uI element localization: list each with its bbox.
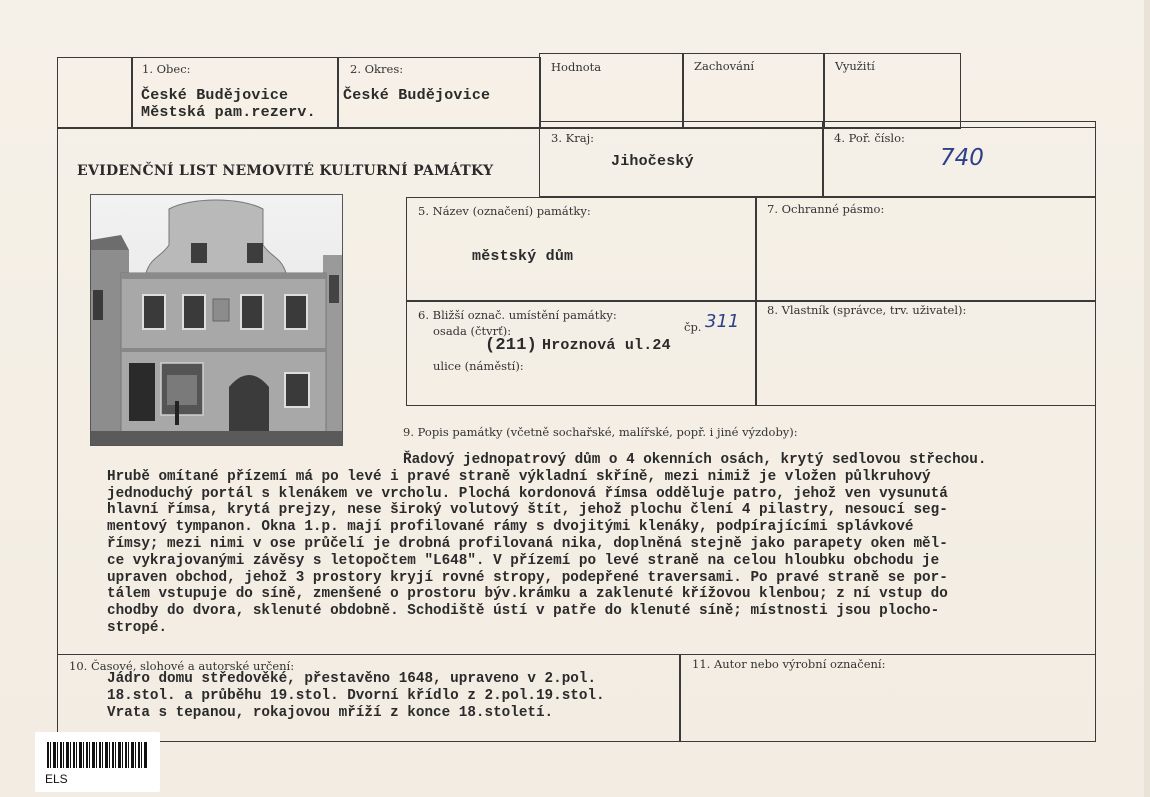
cp-value: 311 — [705, 311, 740, 332]
description-line: římsy; mezi nimi v ose průčelí je drobná profilovaná nika, doplněná stejně jako parapety oken měl- — [107, 535, 948, 552]
osada-value: (211) — [485, 336, 538, 355]
description-line: Hrubě omítané přízemí má po levé i pravé straně výkladní skříně, mezi nimiž je vložen půlkruhový — [107, 468, 931, 485]
description-line: jednoduchý portál s klenákem ve vrcholu. Plochá kordonová římsa odděluje patro, jehož ven vysunutá — [107, 485, 948, 502]
cp-label: čp. — [684, 320, 702, 334]
description-line: mentový tympanon. Okna 1.p. mají profilované rámy s dvojitými klenáky, podpírajícími splávkové — [107, 519, 914, 536]
osada-label: osada (čtvrť): — [433, 324, 512, 338]
blizsi-label: 6. Bližší označ. umístění památky: — [418, 308, 617, 322]
autor-label: 11. Autor nebo výrobní označení: — [692, 657, 886, 671]
zachovani-label: Zachování — [694, 59, 755, 73]
description-line: hlavní římsa, krytá prejzy, nese široký volutový štít, jehož plochu člení 4 pilastry, nesoucí seg- — [107, 502, 948, 519]
description-text — [107, 452, 1092, 637]
facade-illustration — [91, 195, 343, 446]
chronology-line: Vrata s tepanou, rokajovou mříží z konce 18.století. — [107, 704, 554, 721]
chronology-line: 18.stol. a průběhu 19.stol. Dvorní křídlo z 2.pol.19.stol. — [107, 687, 605, 704]
ulice-value: Hroznová ul.24 — [542, 337, 671, 354]
description-line: upraven obchod, jehož 3 prostory kryjí rovné stropy, podepřené traversami. Po pravé straně se por- — [107, 569, 948, 586]
description-line: ce vykrajovanými závěsy s letopočtem "L648". V přízemí po levé straně na celou hloubku obchodu je — [107, 552, 940, 569]
description-line: tálem vstupuje do síně, zmenšené o prostoru býv.krámku a zaklenuté křížovou klenbou; z ní vstup do — [107, 586, 948, 603]
kraj-value: Jihočeský — [611, 153, 694, 170]
ochranne-label: 7. Ochranné pásmo: — [767, 202, 885, 216]
obec-value-line1: České Budějovice — [141, 87, 289, 104]
ulice-label: ulice (náměstí): — [433, 359, 524, 373]
obec-label: 1. Obec: — [142, 62, 191, 76]
description-line: Řadový jednopatrový dům o 4 okenních osách, krytý sedlovou střechou. — [403, 452, 987, 468]
form-title: EVIDENČNÍ LIST NEMOVITÉ KULTURNÍ PAMÁTKY — [77, 163, 494, 179]
barcode-code: ELS — [45, 772, 68, 786]
obec-value-line2: Městská pam.rezerv. — [141, 104, 316, 121]
okres-label: 2. Okres: — [350, 62, 404, 76]
corner-cell — [57, 57, 133, 129]
casove-label: 10. Časové, slohové a autorské určení: — [69, 659, 295, 673]
description-line: chodby do dvora, sklenuté obdobně. Schodiště ústí v patře do klenuté síně; místnosti jsou plocho- — [107, 603, 940, 620]
chronology-text — [107, 671, 605, 721]
vyuziti-label: Využití — [835, 59, 875, 73]
popis-label: 9. Popis památky (včetně sochařské, malířské, popř. i jiné výzdoby): — [403, 425, 798, 439]
okres-value: České Budějovice — [343, 87, 491, 104]
description-line: stropé. — [107, 619, 168, 636]
por-cislo-label: 4. Poř. číslo: — [834, 131, 905, 145]
vlastnik-label: 8. Vlastník (správce, trv. uživatel): — [767, 303, 967, 317]
barcode-sticker — [35, 732, 160, 792]
nazev-value: městský dům — [472, 248, 574, 265]
kraj-label: 3. Kraj: — [551, 131, 595, 145]
barcode-icon — [47, 742, 147, 768]
building-photo — [90, 194, 343, 446]
hodnota-label: Hodnota — [551, 60, 602, 74]
por-cislo-value: 740 — [940, 145, 984, 171]
nazev-label: 5. Název (označení) památky: — [418, 204, 591, 218]
chronology-line: Jádro domu středověké, přestavěno 1648, upraveno v 2.pol. — [107, 671, 597, 687]
